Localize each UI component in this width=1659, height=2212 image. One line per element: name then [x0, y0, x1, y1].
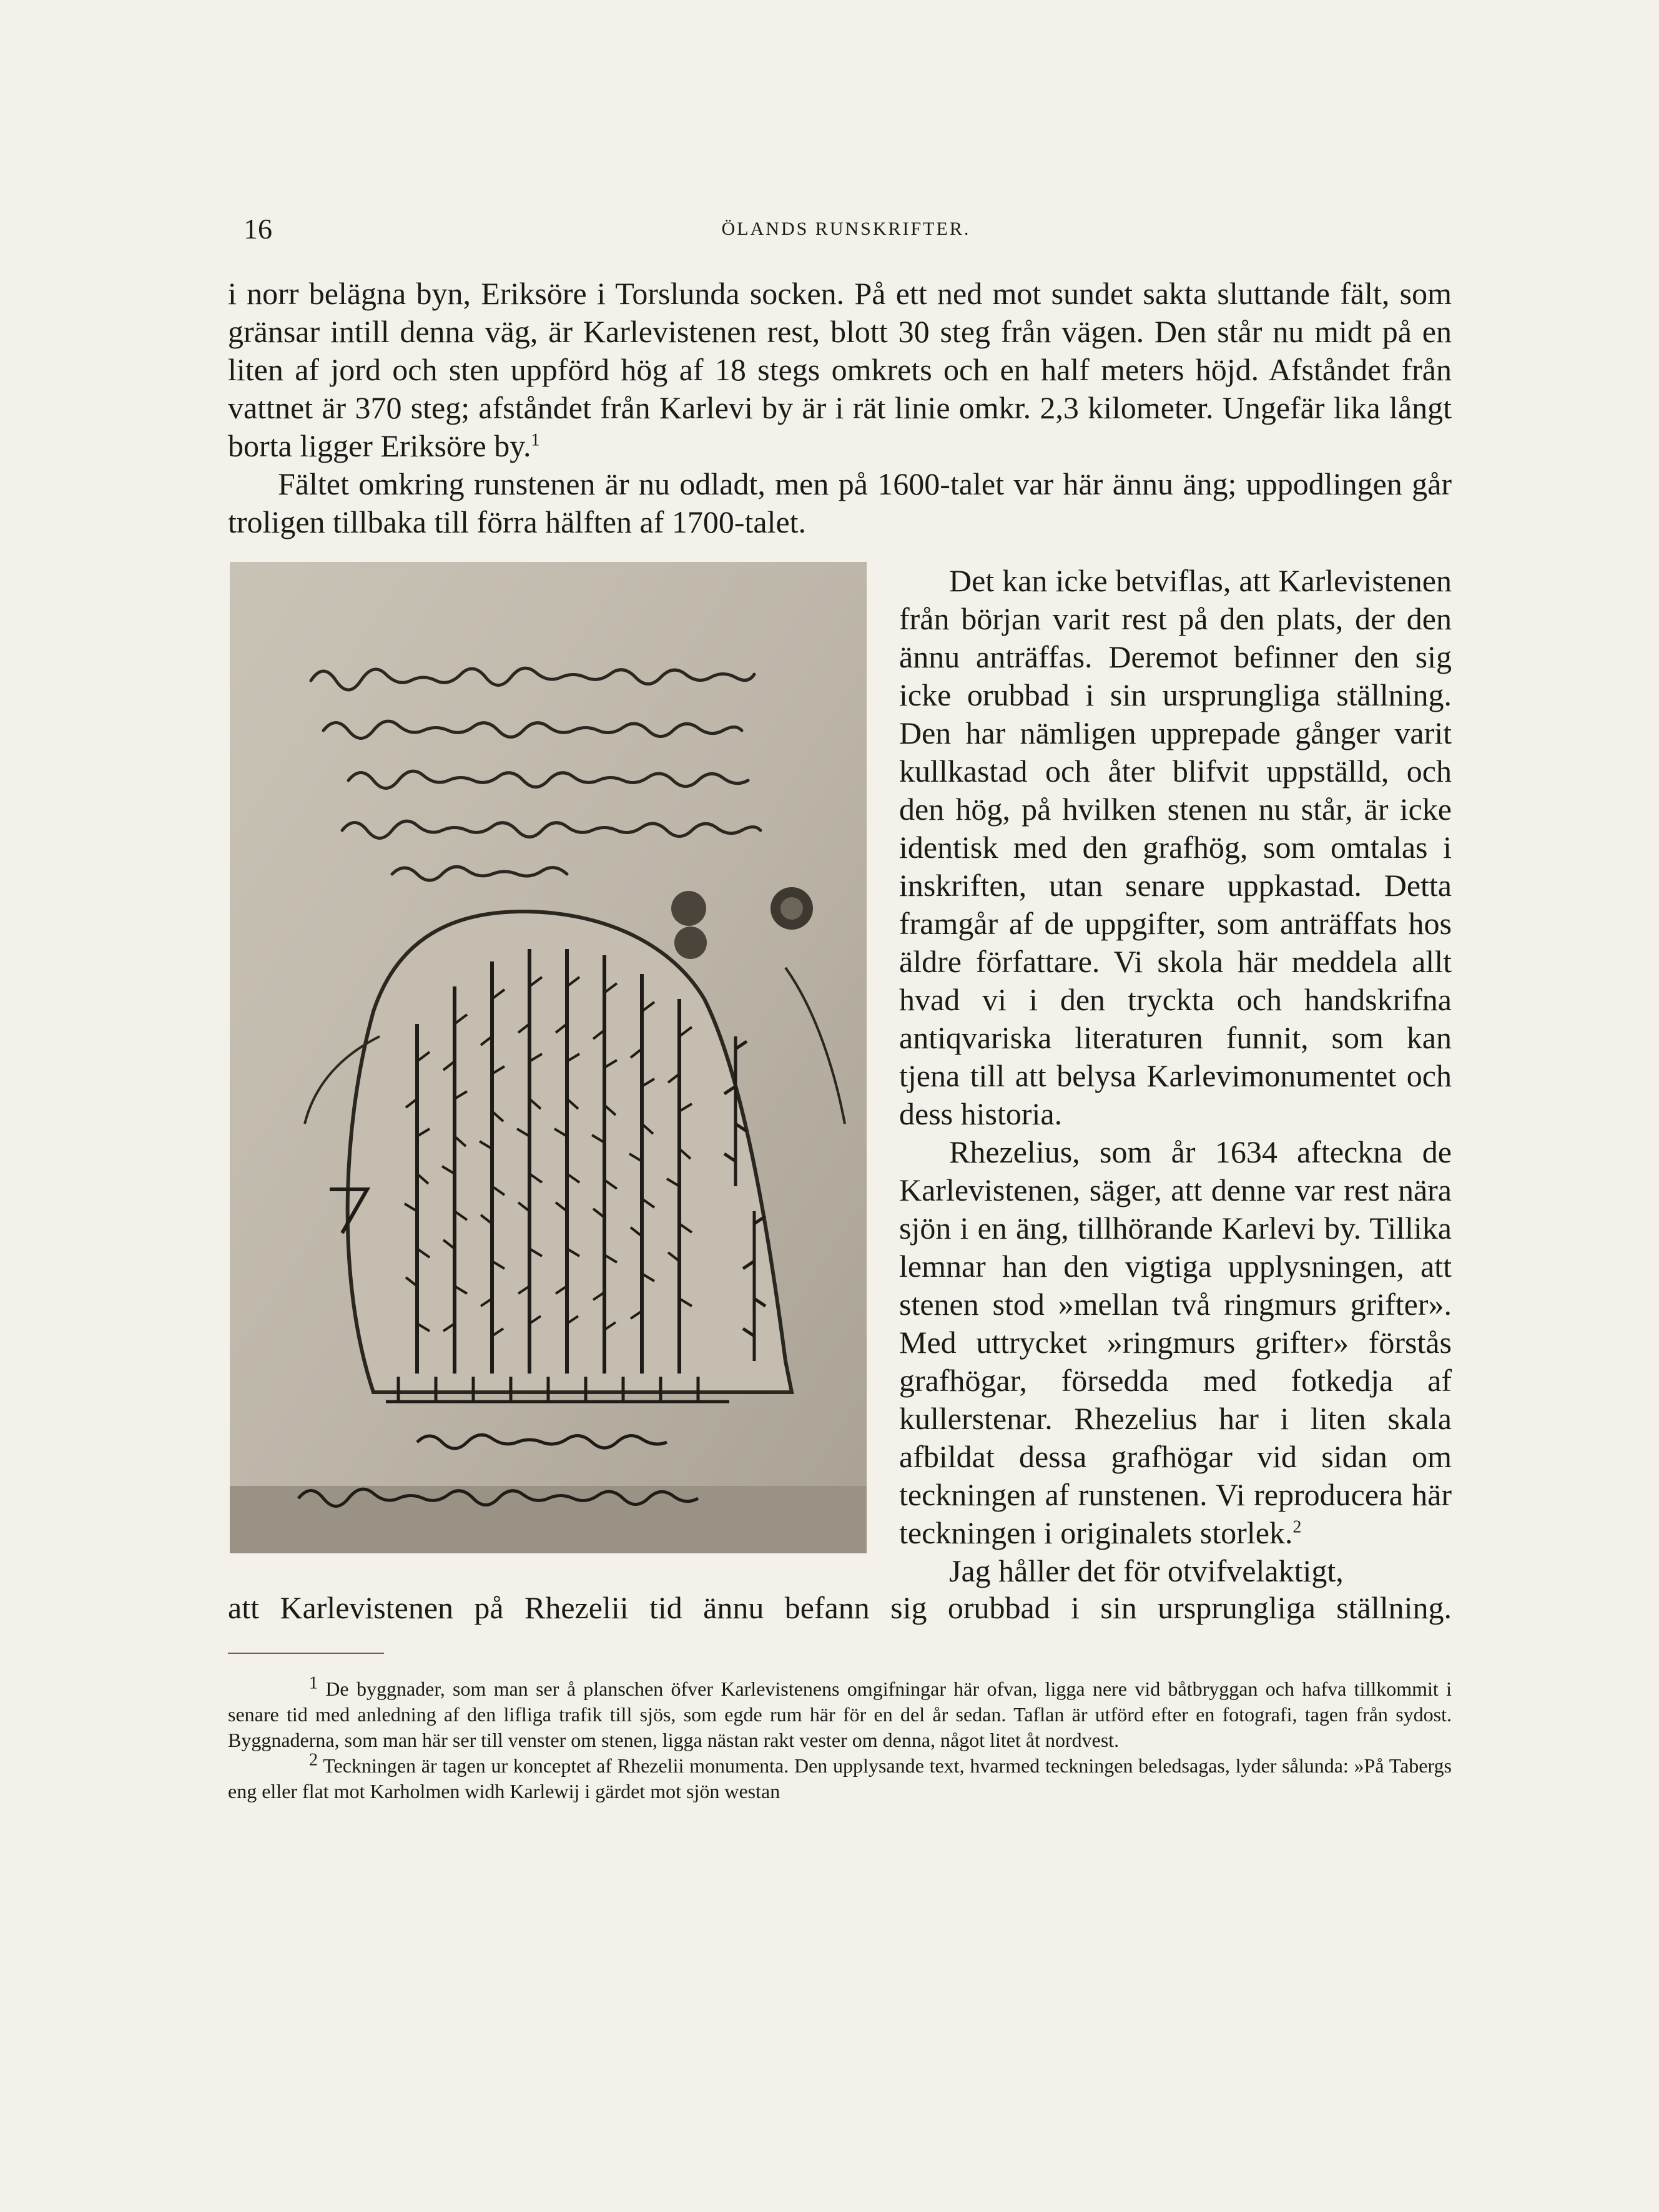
running-title: ÖLANDS RUNSKRIFTER. [721, 219, 971, 239]
top-text-block [228, 275, 1452, 541]
paragraph-5-continuation: att Karlevistenen på Rhezelii tid ännu befann sig orubbad i sin ursprungliga ställning. [228, 1590, 1452, 1625]
footnote-1 [228, 1673, 1452, 1753]
footnotes [228, 1673, 1452, 1804]
footnote-2-mark: 2 [309, 1750, 318, 1770]
footnote-rule [228, 1653, 384, 1654]
paragraph-4-text: Rhezelius, som år 1634 afteckna de Karlevistenen, säger, att denne var rest nära sjön i en äng, tillhörande Karlevi by. Tillika lemnar han den vigtiga upplysningen, att stenen stod »mellan två ringmurs grifter». Med uttrycket »ringmurs grifter» förstås grafhögar, försedda med fotkedja af kullerstenar. Rhezelius har i liten skala afbildat dessa grafhögar vid sidan om teckningen af runstenen. Vi reproducera här teckningen i originalets storlek. [899, 1134, 1452, 1550]
footnote-ref-2: 2 [1292, 1517, 1302, 1537]
footnote-2 [228, 1750, 1452, 1804]
running-head [244, 212, 1449, 250]
paragraph-1-text: i norr belägna byn, Eriksöre i Torslunda socken. På ett ned mot sundet sakta sluttande fält, som gränsar intill denna väg, är Karlevistenen rest, blott 30 steg från vägen. Den står nu midt på en liten af jord och sten uppförd hög af 18 stegs omkrets och en half meters höjd. Afståndet från vattnet är 370 steg; afståndet från Karlevi by är i rät linie omkr. 2,3 kilometer. Ungefär lika långt borta ligger Eriksöre by. [228, 276, 1452, 463]
footnote-ref-1: 1 [531, 430, 540, 450]
paragraph-3: Det kan icke betviflas, att Karlevistenen från början varit rest på den plats, der den ännu anträffas. Deremot befinner den sig icke orubbad i sin ursprungliga ställning. Den har nämligen upprepade gånger varit kullkastad och åter blifvit uppställd, och den hög, på hvilken stenen nu står, är icke identisk med den grafhög, som omtalas i inskriften, utan senare uppkastad. Detta framgår af de uppgifter, som anträffats hos äldre författare. Vi skola här meddela allt hvad vi i den tryckta och handskrifna antiqvariska literaturen funnit, som kan tjena till att belysa Karlevimonumentet och dess historia. [899, 563, 1452, 1131]
paragraph-4 [899, 1133, 1452, 1552]
side-text-block [899, 562, 1452, 1590]
footnote-1-mark: 1 [309, 1673, 318, 1693]
page-number: 16 [244, 213, 272, 245]
footnote-2-text: Teckningen är tagen ur konceptet af Rhezelii monumenta. Den upplysande text, hvarmed teckningen beledsagas, lyder sålunda: »På Tabergs eng eller flat mot Karholmen widh Karlewij i gärdet mot sjön westan [228, 1754, 1452, 1802]
paragraph-2: Fältet omkring runstenen är nu odladt, men på 1600-talet var här ännu äng; uppodlingen går troligen tillbaka till förra hälften af 1700-talet. [228, 466, 1452, 539]
paragraph-5-start: Jag håller det för otvifvelaktigt, [949, 1553, 1344, 1588]
runestone-drawing-figure [230, 562, 867, 1553]
paragraph-1 [228, 275, 1452, 465]
runestone-drawing [230, 562, 867, 1553]
footnote-1-text: De byggnader, som man ser å planschen öfver Karlevistenens omgifningar här ofvan, ligga nere vid båtbryggan och hafva tillkommit i senare tid med anledning af den lifliga trafik till sjös, som egde rum här för en del år sedan. Taflan är utförd efter en fotografi, tagen från sydost. Byggnaderna, som man här ser till venster om stenen, ligga nästan rakt vester om denna, något litet åt nordvest. [228, 1678, 1452, 1751]
